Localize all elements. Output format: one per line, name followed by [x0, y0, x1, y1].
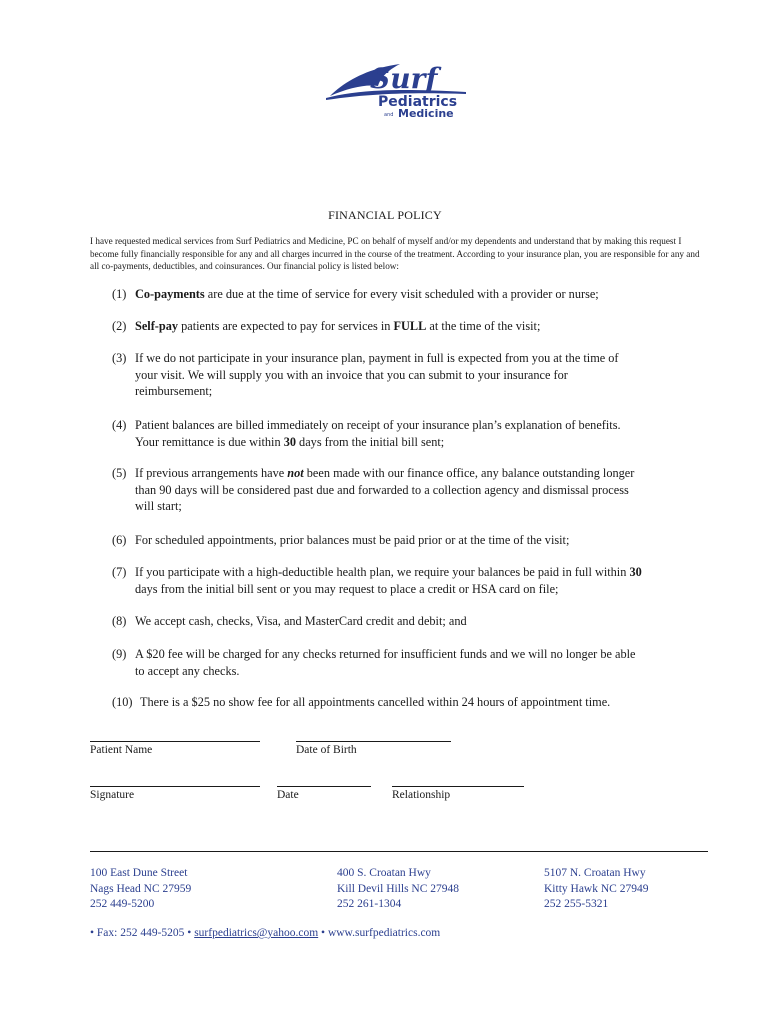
date-line[interactable] [277, 786, 371, 787]
page-title: FINANCIAL POLICY [328, 208, 442, 222]
office-address-kill-devil-hills: 400 S. Croatan Hwy Kill Devil Hills NC 27948 252 261-1304 [337, 867, 460, 910]
contact-line [90, 927, 440, 939]
relationship-label: Relationship [392, 789, 451, 801]
intro-paragraph: I have requested medical services from Surf Pediatrics and Medicine, PC on behalf of myself and/or my dependents and understand that by making this request I become fully financially responsible for any and all charges incurred in the course of the treatment. According to your insurance plan, you are responsible for any and all co-payments, deductibles, and coinsurances. Our financial policy is listed below: [90, 236, 700, 272]
signature-line[interactable] [90, 786, 260, 787]
date-of-birth-line[interactable] [296, 741, 451, 742]
patient-name-label: Patient Name [90, 744, 153, 756]
fax-number: • Fax: 252 449-5205 • [90, 927, 192, 939]
date-label: Date [277, 789, 299, 801]
surf-pediatrics-logo [326, 56, 476, 122]
wave-logo-graphic [326, 56, 476, 122]
date-of-birth-label: Date of Birth [296, 744, 357, 756]
svg-text:and: and [384, 112, 394, 118]
relationship-line[interactable] [392, 786, 524, 787]
patient-name-line[interactable] [90, 741, 260, 742]
policy-item-3: (3) If we do not participate in your insurance plan, payment in full is expected from you at the time of your visit. We will supply you with an invoice that you can submit to your insurance for reimbursement; [112, 351, 619, 398]
policy-item-9: (9) A $20 fee will be charged for any checks returned for insufficient funds and we will no longer be able to accept any checks. [112, 647, 636, 678]
office-address-nags-head: 100 East Dune Street Nags Head NC 27959 252 449-5200 [90, 867, 192, 910]
policy-item-1: (1) Co-payments are due at the time of service for every visit scheduled with a provider or nurse; [112, 287, 599, 301]
email-link[interactable]: surfpediatrics@yahoo.com [194, 927, 319, 939]
policy-item-10: (10) There is a $25 no show fee for all appointments cancelled within 24 hours of appointment time. [112, 695, 611, 709]
policy-item-2: (2) Self-pay patients are expected to pay for services in FULL at the time of the visit; [112, 319, 541, 333]
svg-text:Pediatrics: Pediatrics [378, 94, 458, 110]
svg-text:Surf: Surf [370, 62, 438, 95]
website-link[interactable]: • www.surfpediatrics.com [321, 927, 441, 939]
footer-divider [90, 851, 708, 852]
policy-item-7: (7) If you participate with a high-deductible health plan, we require your balances be paid in full within 30 days from the initial bill sent or you may request to place a credit or HSA card on file; [112, 565, 642, 596]
svg-text:Medicine: Medicine [398, 107, 454, 120]
policy-item-8: (8) We accept cash, checks, Visa, and MasterCard credit and debit; and [112, 614, 467, 628]
office-address-kitty-hawk: 5107 N. Croatan Hwy Kitty Hawk NC 27949 252 255-5321 [544, 867, 649, 910]
policy-item-4: (4) Patient balances are billed immediately on receipt of your insurance plan’s explanation of benefits. Your remittance is due within 30 days from the initial bill sent; [112, 418, 621, 449]
signature-label: Signature [90, 789, 135, 801]
policy-item-5: (5) If previous arrangements have not been made with our finance office, any balance outstanding longer than 90 days will be considered past due and forwarded to a collection agency and dismissal process will start; [112, 466, 635, 513]
policy-item-6: (6) For scheduled appointments, prior balances must be paid prior or at the time of the visit; [112, 533, 570, 547]
